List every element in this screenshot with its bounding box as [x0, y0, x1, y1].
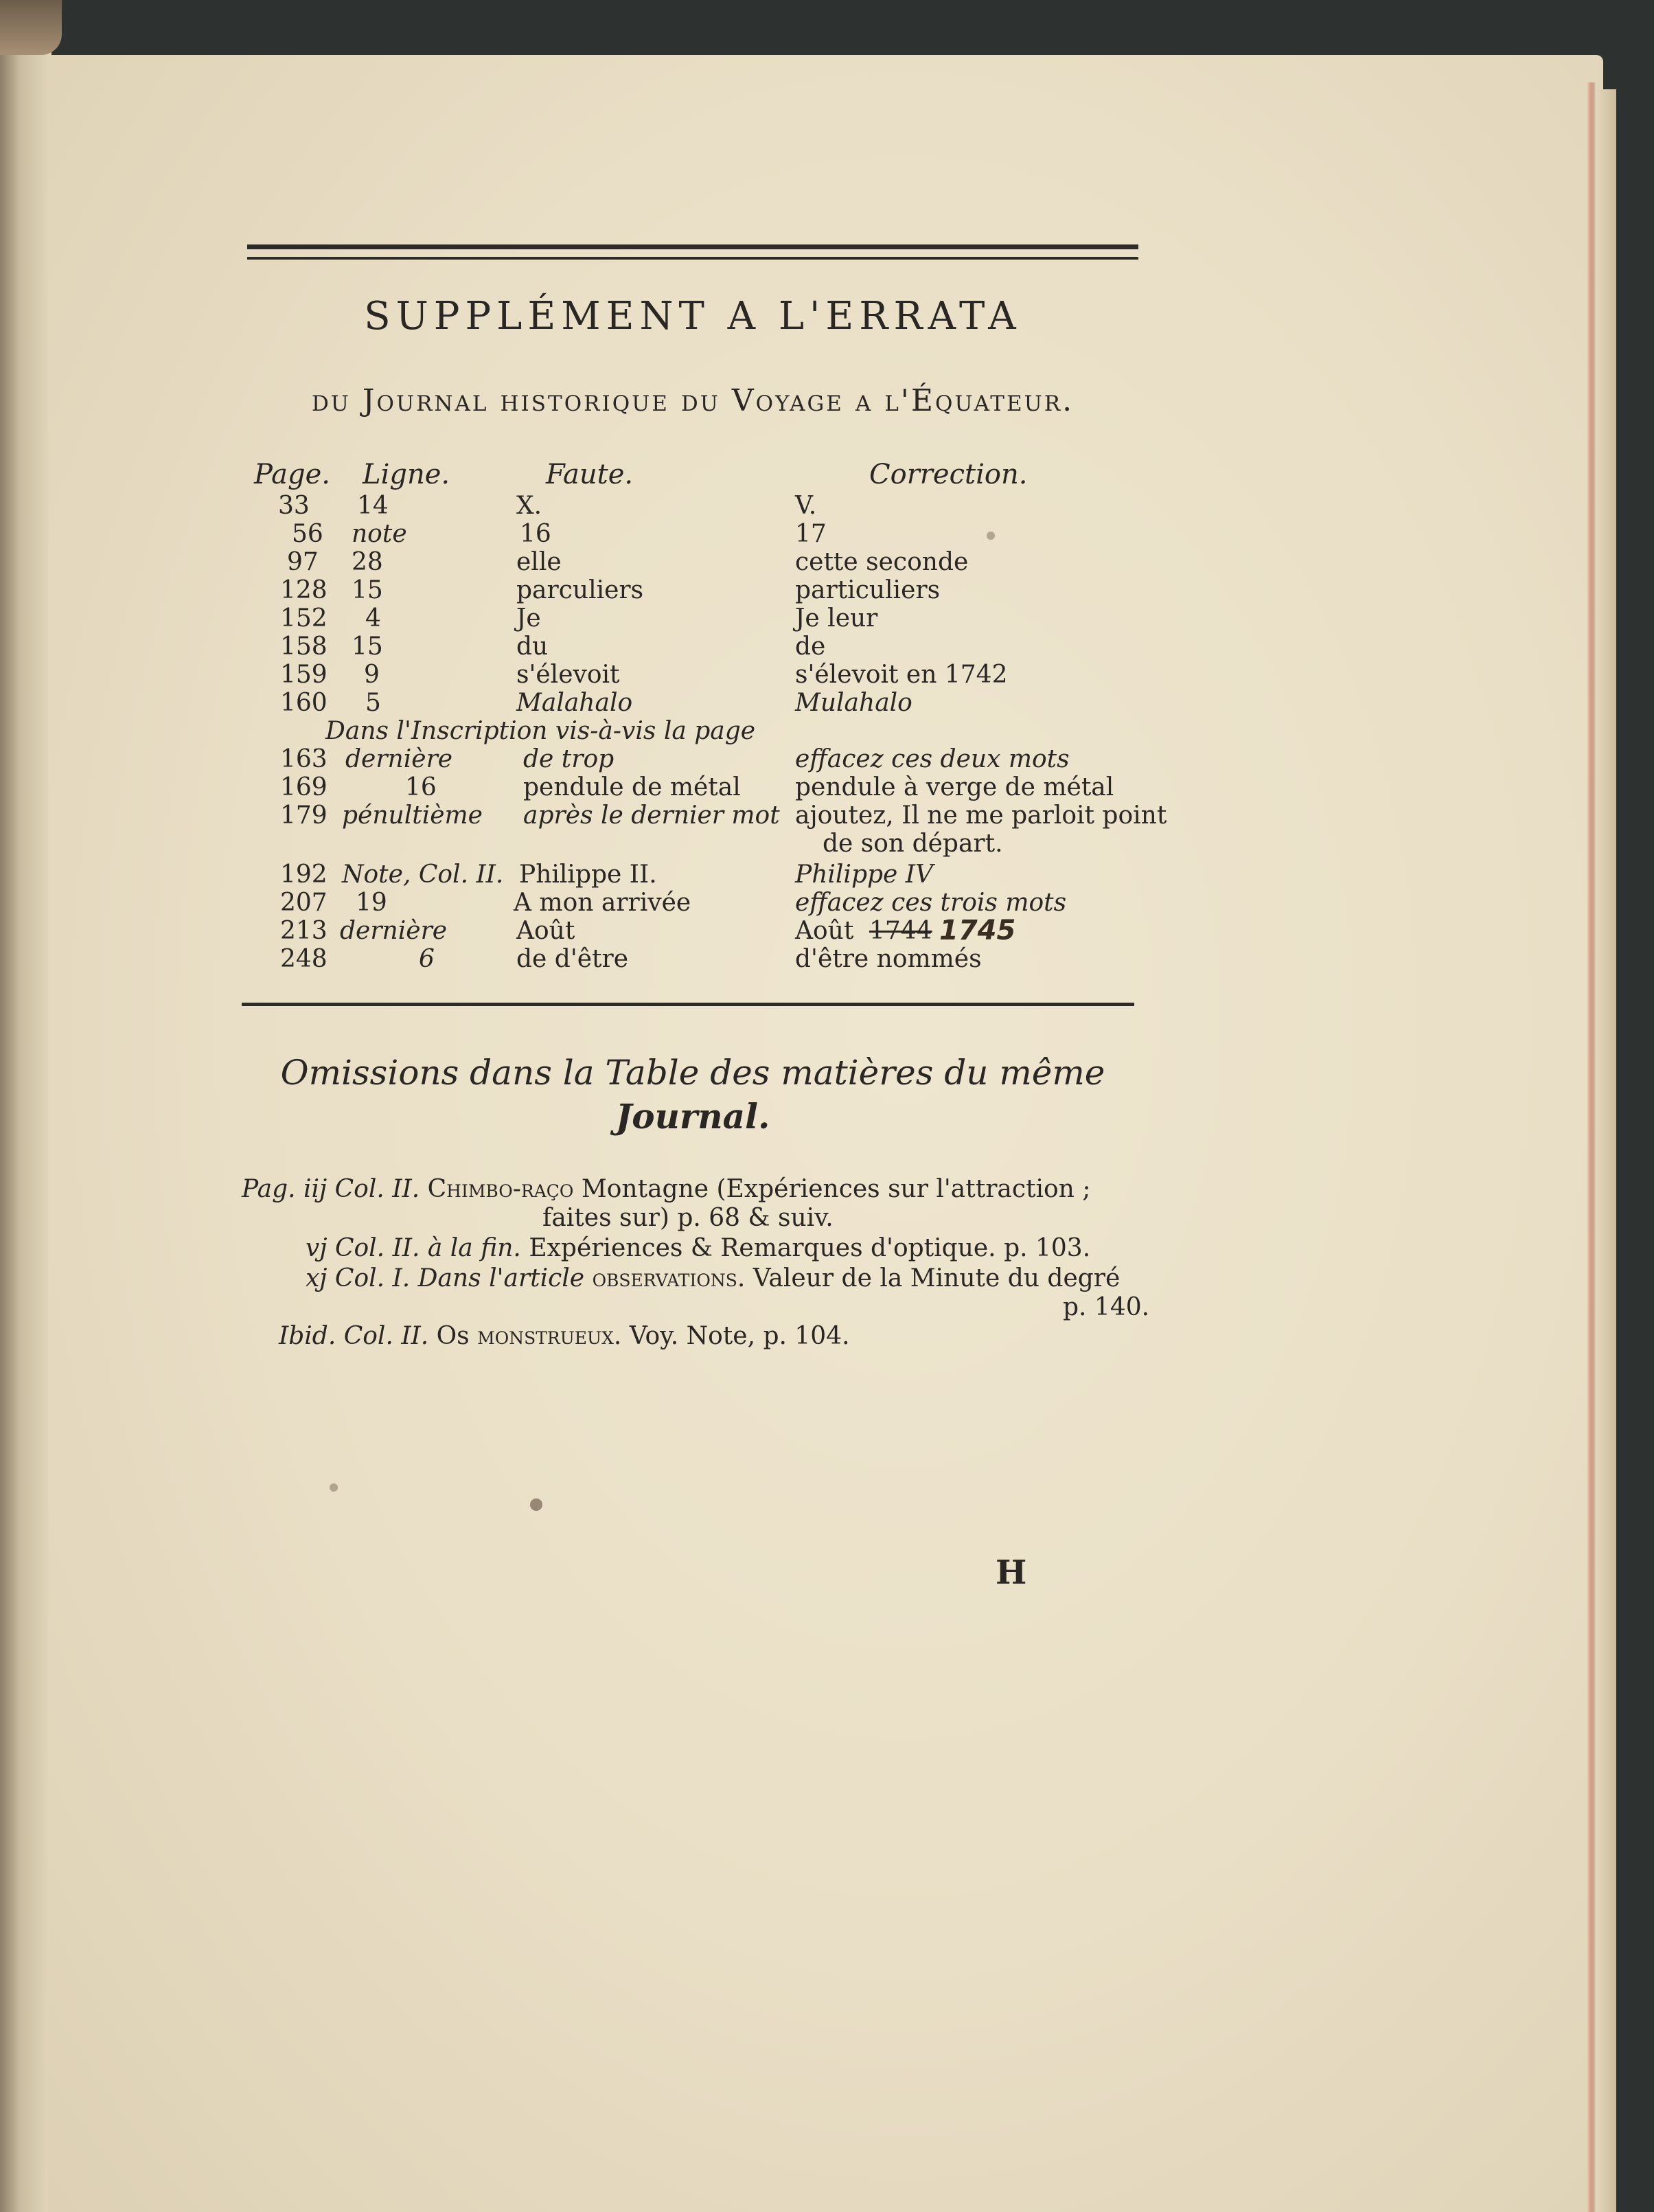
table-row	[0, 801, 1654, 830]
cell-correction: effacez ces deux mots	[795, 745, 1070, 773]
table-row	[0, 492, 1654, 520]
top-double-rule	[247, 244, 1138, 260]
cell-page: 33	[278, 492, 310, 520]
cell-correction: cette seconde	[795, 548, 969, 576]
header-correction: Correction.	[869, 459, 1028, 490]
page-subtitle: du Journal historique du Voyage a l'Équateur.	[311, 383, 1075, 418]
cell-page: 163	[280, 745, 328, 773]
omission-entry	[242, 1174, 1090, 1205]
section-rule	[242, 1003, 1134, 1006]
cell-page: 56	[292, 520, 323, 548]
cell-correction: 17	[795, 520, 827, 548]
omission-text: Montagne (Expériences sur l'attraction ;	[581, 1175, 1091, 1203]
omissions-title-line2: Journal.	[615, 1096, 770, 1137]
cell-faute: Je	[516, 604, 541, 632]
cell-page: 152	[280, 604, 328, 632]
signature-mark: H	[996, 1553, 1024, 1592]
cell-faute: 16	[520, 520, 551, 548]
omission-keyword-prefix: Os	[436, 1322, 470, 1350]
cell-ligne: dernière	[345, 745, 453, 773]
cell-ligne: 15	[352, 576, 383, 604]
omission-entry	[306, 1264, 1120, 1294]
omission-ref: Pag. iij Col. II.	[242, 1175, 420, 1203]
table-row	[0, 889, 1654, 917]
cell-ligne: 16	[405, 773, 437, 801]
cell-correction: de	[795, 632, 826, 661]
struck-year: 1744	[869, 917, 932, 945]
omission-ref: vj Col. II. à la fin.	[306, 1234, 521, 1262]
table-note-row	[0, 717, 1654, 745]
cell-correction: pendule à verge de métal	[795, 773, 1114, 801]
omission-entry-cont: p. 140.	[1063, 1293, 1150, 1321]
cell-faute: du	[516, 632, 549, 661]
omission-ref: Ibid. Col. II.	[279, 1322, 429, 1350]
cell-correction: Mulahalo	[795, 689, 912, 717]
omission-keyword: monstrueux.	[477, 1322, 622, 1350]
foxing-spot	[530, 1498, 542, 1511]
table-row	[0, 860, 1654, 889]
cell-page: 159	[280, 661, 328, 689]
cell-page: 97	[287, 548, 319, 576]
cell-correction: Août	[795, 917, 854, 945]
cell-ligne: note	[352, 520, 407, 548]
page-stack-edge	[1596, 89, 1616, 2212]
cell-faute: A mon arrivée	[514, 889, 691, 917]
cell-ligne: 28	[352, 548, 383, 576]
omission-keyword: Chimbo-raço	[427, 1175, 574, 1203]
omission-entry-cont: faites sur) p. 68 & suiv.	[542, 1204, 834, 1232]
cell-page: 248	[280, 945, 328, 973]
omission-text: Expériences & Remarques d'optique. p. 103.	[529, 1234, 1091, 1262]
header-page: Page.	[254, 459, 330, 490]
cell-correction: ajoutez, Il ne me parloit point	[795, 801, 1167, 830]
omission-text: Valeur de la Minute du degré	[753, 1264, 1121, 1292]
cell-ligne: 5	[365, 689, 381, 717]
cell-faute: pendule de métal	[523, 773, 741, 801]
cell-faute: elle	[516, 548, 562, 576]
omission-text: Voy. Note, p. 104.	[629, 1322, 850, 1350]
omission-entry	[279, 1321, 850, 1352]
omissions-title-line1: Omissions dans la Table des matières du même	[280, 1053, 1105, 1093]
page-title: SUPPLÉMENT A L'ERRATA	[364, 294, 1022, 339]
cell-faute: de d'être	[516, 945, 629, 973]
book-spine-edge	[0, 48, 51, 2212]
cell-correction: V.	[795, 492, 817, 520]
cell-page: 160	[280, 689, 328, 717]
cell-faute: de trop	[523, 745, 614, 773]
table-row	[0, 576, 1654, 604]
table-row	[0, 548, 1654, 576]
book-binding-corner	[0, 0, 62, 55]
table-row	[0, 945, 1654, 973]
cell-faute: s'élevoit	[516, 661, 620, 689]
table-row	[0, 604, 1654, 632]
cell-page: 207	[280, 889, 328, 917]
omission-ref: xj Col. I. Dans l'article	[306, 1264, 585, 1292]
foxing-spot	[330, 1483, 338, 1492]
cell-ligne: dernière	[340, 917, 448, 945]
cell-ligne: 9	[364, 661, 380, 689]
page-red-edge	[1587, 82, 1596, 2212]
cell-page: 192	[280, 860, 328, 889]
cell-correction-cont: de son départ.	[823, 830, 1003, 858]
cell-page: 158	[280, 632, 328, 661]
table-row	[0, 520, 1654, 548]
handwritten-year: 1745	[939, 915, 1016, 946]
cell-correction: effacez ces trois mots	[795, 889, 1067, 917]
cell-correction: s'élevoit en 1742	[795, 661, 1008, 689]
cell-faute: Août	[516, 917, 575, 945]
cell-correction: Philippe IV	[795, 860, 934, 889]
table-row	[0, 917, 1654, 945]
omissions-title	[247, 1051, 1138, 1139]
cell-faute: Malahalo	[516, 689, 633, 717]
cell-page: 179	[280, 801, 328, 830]
cell-page: 128	[280, 576, 328, 604]
cell-faute: X.	[516, 492, 542, 520]
cell-correction: particuliers	[795, 576, 941, 604]
cell-faute: Philippe II.	[519, 860, 657, 889]
header-ligne: Ligne.	[363, 459, 450, 490]
table-row	[0, 745, 1654, 773]
cell-ligne: 14	[357, 492, 389, 520]
table-row	[0, 632, 1654, 661]
cell-ligne: pénultième	[342, 801, 483, 830]
cell-faute: après le dernier mot	[523, 801, 780, 830]
inscription-note: Dans l'Inscription vis-à-vis la page	[325, 717, 756, 745]
cell-correction: Je leur	[795, 604, 878, 632]
cell-ligne: 6	[419, 945, 435, 973]
cell-ligne: 15	[352, 632, 383, 661]
cell-faute: parculiers	[516, 576, 644, 604]
header-faute: Faute.	[546, 459, 634, 490]
cell-ligne: 4	[365, 604, 381, 632]
cell-page: 213	[280, 917, 328, 945]
cell-correction: d'être nommés	[795, 945, 982, 973]
table-row-continuation	[0, 830, 1654, 858]
cell-ligne: 19	[356, 889, 387, 917]
table-row	[0, 661, 1654, 689]
table-row	[0, 689, 1654, 717]
cell-page: 169	[280, 773, 328, 801]
omission-keyword: observations.	[592, 1264, 746, 1292]
table-row	[0, 773, 1654, 801]
cell-ligne: Note, Col. II.	[342, 860, 504, 889]
omission-entry	[306, 1233, 1090, 1264]
